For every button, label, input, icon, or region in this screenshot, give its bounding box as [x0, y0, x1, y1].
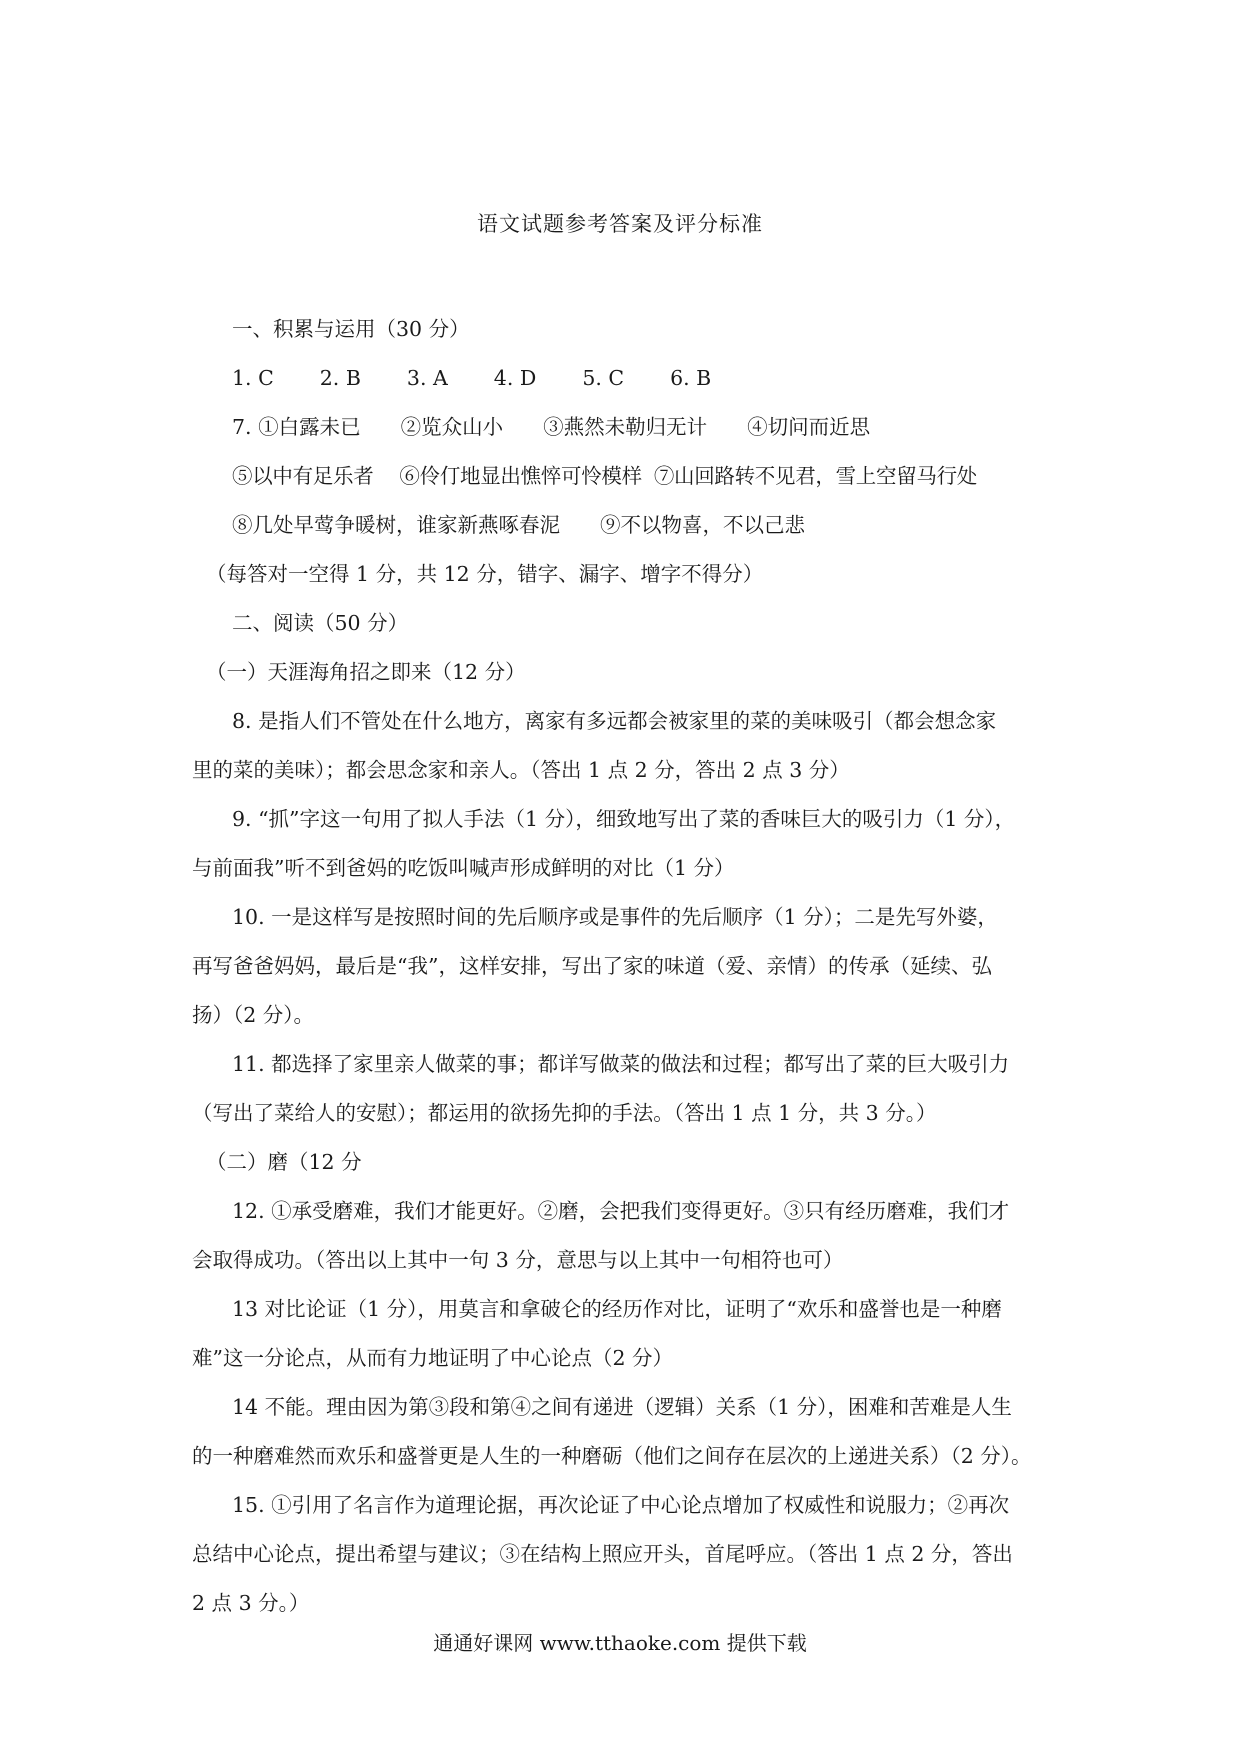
- footer-suffix: 提供下载: [726, 1631, 807, 1655]
- q8-answer-line: 8. 是指人们不管处在什么地方，离家有多远都会被家里的菜的美味吸引（都会想念家: [232, 709, 997, 733]
- q10-answer-line: 扬）（2 分）。: [192, 1003, 315, 1027]
- q13-answer-line: 13 对比论证（1 分），用莫言和拿破仑的经历作对比，证明了“欢乐和盛誉也是一种磨: [232, 1297, 1002, 1321]
- part2-heading: 二、阅读（50 分）: [232, 611, 409, 635]
- q13-answer-line: 难”这一分论点，从而有力地证明了中心论点（2 分）: [192, 1346, 674, 1370]
- q7-blank: ⑧几处早莺争暖树，谁家新燕啄春泥: [232, 513, 560, 537]
- mc-answer: 6. B: [670, 366, 712, 390]
- footer-url-link[interactable]: www.tthaoke.com: [539, 1631, 721, 1655]
- q11-answer-line: 11. 都选择了家里亲人做菜的事；都详写做菜的做法和过程；都写出了菜的巨大吸引力: [232, 1052, 1010, 1076]
- q7-line-1: [192, 403, 1052, 452]
- q10-answer-line: 再写爸爸妈妈，最后是“我”，这样安排，写出了家的味道（爱、亲情）的传承（延续、弘: [192, 954, 992, 978]
- q9-answer-line: 9. “抓”字这一句用了拟人手法（1 分），细致地写出了菜的香味巨大的吸引力（1 分），: [232, 807, 1016, 831]
- footer-site-name: 通通好课网: [433, 1631, 534, 1655]
- q7-blank: ⑤以中有足乐者: [232, 464, 374, 488]
- q7-blank: 7. ①白露未已: [232, 415, 361, 439]
- page-footer: [0, 1627, 1240, 1656]
- q12-answer-line: 会取得成功。（答出以上其中一句 3 分，意思与以上其中一句相符也可）: [192, 1248, 844, 1272]
- q7-blank: ⑥伶仃地显出憔悴可怜模样: [399, 464, 642, 488]
- mc-answer: 3. A: [406, 366, 448, 390]
- q7-blank: ⑨不以物喜，不以己悲: [600, 513, 805, 537]
- q7-blank: ②览众山小: [400, 415, 504, 439]
- mc-answer: 2. B: [319, 366, 361, 390]
- q7-blank: ④切问而近思: [747, 415, 871, 439]
- q12-answer-line: 12. ①承受磨难，我们才能更好。②磨，会把我们变得更好。③只有经历磨难，我们才: [232, 1199, 1010, 1223]
- section1-heading: （一）天涯海角招之即来（12 分）: [206, 660, 526, 684]
- q15-answer-line: 15. ①引用了名言作为道理论据，再次论证了中心论点增加了权威性和说服力；②再次: [232, 1493, 1010, 1517]
- q15-answer-line: 总结中心论点，提出希望与建议；③在结构上照应开头，首尾呼应。（答出 1 点 2 分，答出: [192, 1542, 1013, 1566]
- q8-answer-line: 里的菜的美味）；都会思念家和亲人。（答出 1 点 2 分，答出 2 点 3 分）: [192, 758, 850, 782]
- mc-answer: 1. C: [232, 366, 274, 390]
- section2-heading: （二）磨（12 分: [206, 1150, 362, 1174]
- q7-blank: ⑦山回路转不见君，雪上空留马行处: [653, 464, 978, 488]
- q14-answer-line: 14 不能。理由因为第③段和第④之间有递进（逻辑）关系（1 分），困难和苦难是人生: [232, 1395, 1012, 1419]
- answer-body: [192, 305, 1052, 1628]
- q7-line-3: [192, 501, 1052, 550]
- part1-heading: 一、积累与运用（30 分）: [232, 317, 470, 341]
- q14-answer-line: 的一种磨难然而欢乐和盛誉更是人生的一种磨砺（他们之间存在层次的上递进关系）（2 分）。: [192, 1444, 1032, 1468]
- mc-answer: 5. C: [582, 366, 625, 390]
- page-title: 语文试题参考答案及评分标准: [477, 212, 763, 236]
- q10-answer-line: 10. 一是这样写是按照时间的先后顺序或是事件的先后顺序（1 分）；二是先写外婆，: [232, 905, 998, 929]
- q7-line-2: [192, 452, 1052, 501]
- q7-scoring-note: （每答对一空得 1 分，共 12 分，错字、漏字、增字不得分）: [206, 562, 764, 586]
- mc-answers-row: [192, 354, 1052, 403]
- mc-answer: 4. D: [493, 366, 537, 390]
- q7-blank: ③燕然未勒归无计: [543, 415, 708, 439]
- q15-answer-line: 2 点 3 分。）: [192, 1591, 310, 1615]
- q9-answer-line: 与前面我”听不到爸妈的吃饭叫喊声形成鲜明的对比（1 分）: [192, 856, 735, 880]
- q11-answer-line: （写出了菜给人的安慰）；都运用的欲扬先抑的手法。（答出 1 点 1 分，共 3 分。）: [192, 1101, 937, 1125]
